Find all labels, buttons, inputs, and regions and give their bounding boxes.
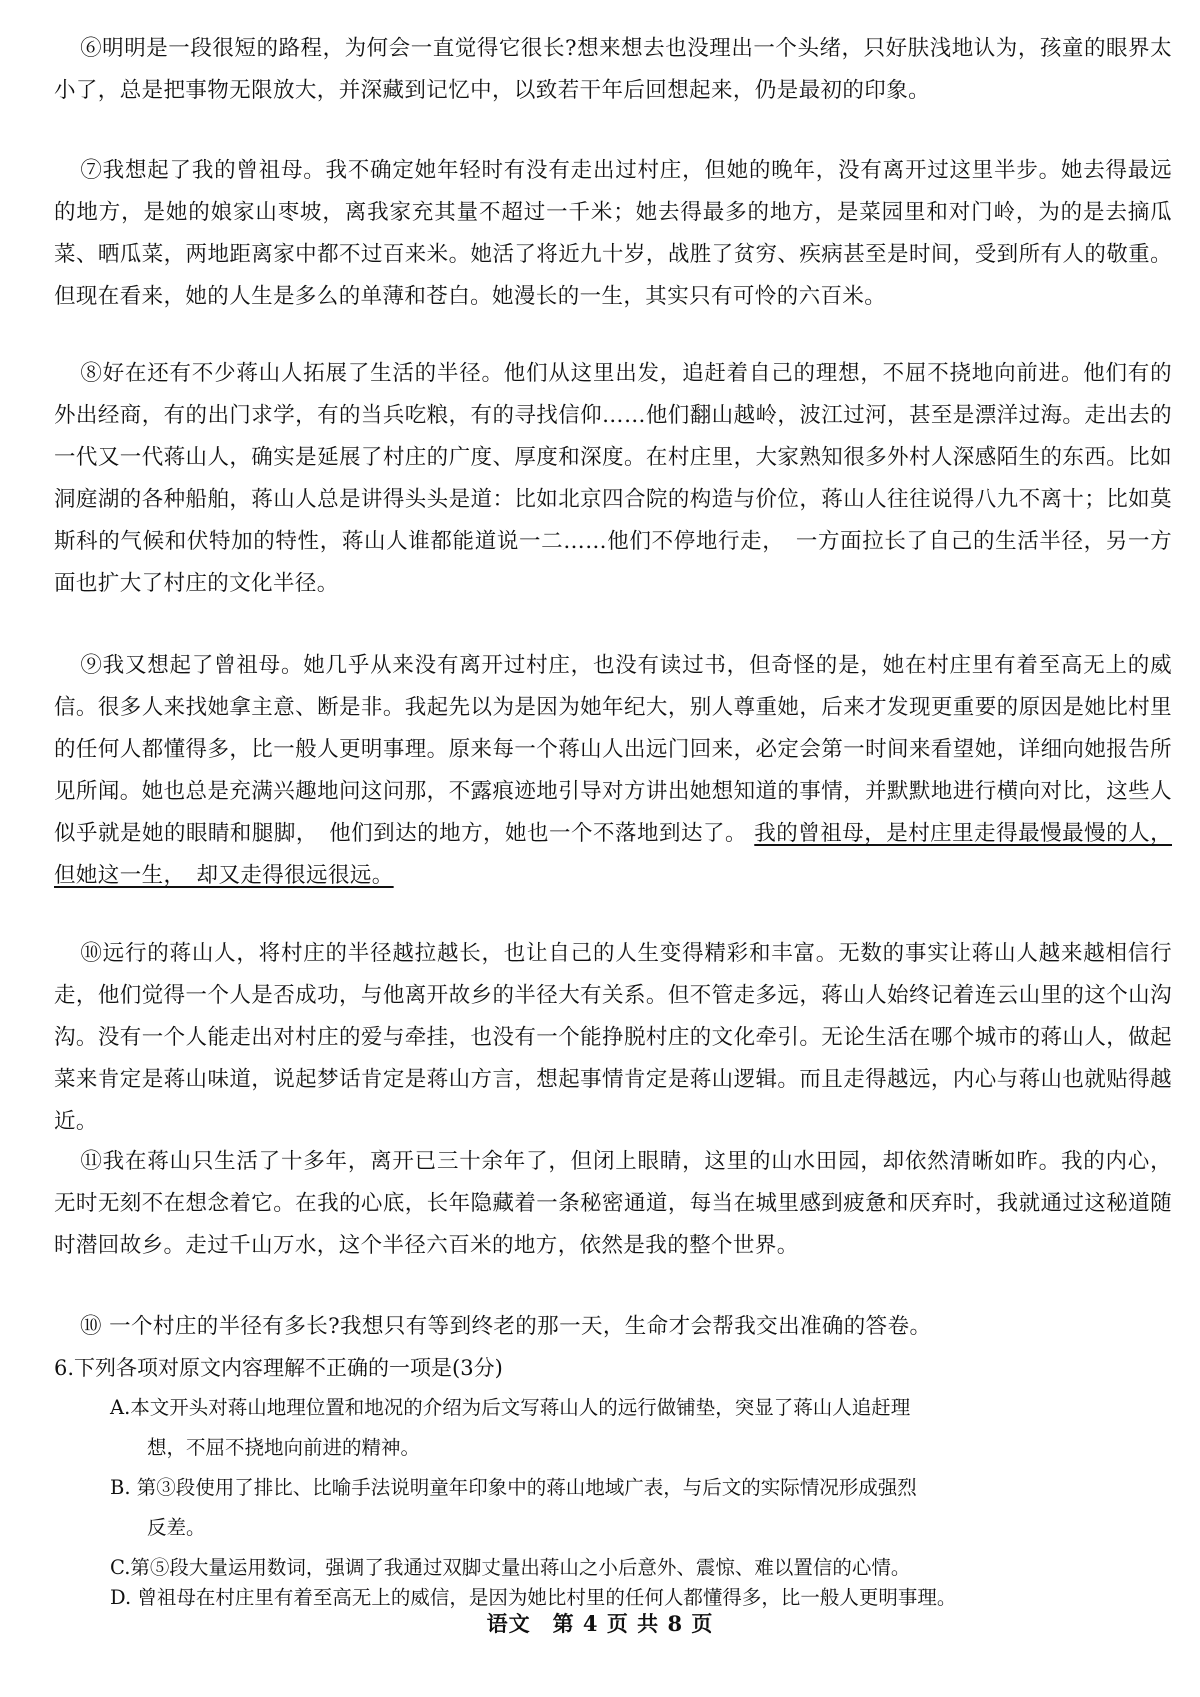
option-b (110, 1468, 1110, 1548)
paragraph-11-text: ⑪我在蒋山只生活了十多年，离开已三十余年了，但闭上眼睛，这里的山水田园，却依然清晰如昨。我的内心，无时无刻不在想念着它。在我的心底，长年隐藏着一条秘密通道，每当在城里感到疲惫和厌弃时，我就通过这秘道随时潜回故乡。走过千山万水，这个半径六百米的地方，依然是我的整个世界。 (54, 1149, 1172, 1258)
paragraph-6-text: ⑥明明是一段很短的路程，为何会一直觉得它很长?想来想去也没理出一个头绪，只好肤浅地认为，孩童的眼界太小了，总是把事物无限放大，并深藏到记忆中，以致若干年后回想起来，仍是最初的印象。 (54, 36, 1172, 103)
paragraph-7 (54, 150, 1172, 318)
option-c-line1: C.第⑤段大量运用数词，强调了我通过双脚丈量出蒋山之小后意外、震惊、难以置信的心情。 (110, 1556, 911, 1579)
option-a-line2: 想，不屈不挠地向前进的精神。 (147, 1436, 421, 1459)
option-b-line2: 反差。 (147, 1516, 206, 1539)
paragraph-12 (54, 1306, 1172, 1348)
paragraph-9-underlined-sentence: 我的曾祖母，是村庄里走得最慢最慢的人，但她这一生， 却又走得很远很远。 (54, 821, 1172, 888)
paragraph-6 (54, 28, 1172, 112)
paragraph-8 (54, 353, 1172, 605)
paragraph-10 (54, 933, 1172, 1143)
option-d-line1: D. 曾祖母在村庄里有着至高无上的威信，是因为她比村里的任何人都懂得多，比一般人更明事理。 (110, 1586, 957, 1609)
paragraph-9-text: ⑨我又想起了曾祖母。她几乎从来没有离开过村庄，也没有读过书，但奇怪的是，她在村庄里有着至高无上的威信。很多人来找她拿主意、断是非。我起先以为是因为她年纪大，别人尊重她，后来才发现更重要的原因是她比村里的任何人都懂得多，比一般人更明事理。原来每一个蒋山人出远门回来，必定会第一时间来看望她，详细向她报告所见所闻。她也总是充满兴趣地问这问那，不露痕迹地引导对方讲出她想知道的事情，并默默地进行横向对比，这些人似乎就是她的眼睛和腿脚， 他们到达的地方，她也一个不落地到达了。 (54, 653, 1172, 846)
option-b-line1: B. 第③段使用了排比、比喻手法说明童年印象中的蒋山地域广表，与后文的实际情况形成强烈 (110, 1476, 917, 1499)
option-a (110, 1388, 1110, 1468)
paragraph-11 (54, 1141, 1172, 1267)
paragraph-8-text: ⑧好在还有不少蒋山人拓展了生活的半径。他们从这里出发，追赶着自己的理想，不屈不挠地向前进。他们有的外出经商，有的出门求学，有的当兵吃粮，有的寻找信仰……他们翻山越岭，波江过河，甚至是漂洋过海。走出去的一代又一代蒋山人，确实是延展了村庄的广度、厚度和深度。在村庄里，大家熟知很多外村人深感陌生的东西。比如洞庭湖的各种船舶，蒋山人总是讲得头头是道：比如北京四合院的构造与价位，蒋山人往往说得八九不离十；比如莫斯科的气候和伏特加的特性，蒋山人谁都能道说一二……他们不停地行走， 一方面拉长了自己的生活半径，另一方面也扩大了村庄的文化半径。 (54, 361, 1172, 596)
paragraph-7-text: ⑦我想起了我的曾祖母。我不确定她年轻时有没有走出过村庄，但她的晚年，没有离开过这里半步。她去得最远的地方，是她的娘家山枣坡，离我家充其量不超过一千米；她去得最多的地方，是菜园里和对门岭，为的是去摘瓜菜、晒瓜菜，两地距离家中都不过百来米。她活了将近九十岁，战胜了贫穷、疾病甚至是时间，受到所有人的敬重。但现在看来，她的人生是多么的单薄和苍白。她漫长的一生，其实只有可怜的六百米。 (54, 158, 1172, 309)
question-6-stem: 6.下列各项对原文内容理解不正确的一项是(3分) (54, 1356, 503, 1380)
paragraph-10-text: ⑩远行的蒋山人，将村庄的半径越拉越长，也让自己的人生变得精彩和丰富。无数的事实让蒋山人越来越相信行走，他们觉得一个人是否成功，与他离开故乡的半径大有关系。但不管走多远，蒋山人始终记着连云山里的这个山沟沟。没有一个人能走出对村庄的爱与牵挂，也没有一个能挣脱村庄的文化牵引。无论生活在哪个城市的蒋山人，做起菜来肯定是蒋山味道，说起梦话肯定是蒋山方言，想起事情肯定是蒋山逻辑。而且走得越远，内心与蒋山也就贴得越近。 (54, 941, 1172, 1134)
option-a-line1: A.本文开头对蒋山地理位置和地况的介绍为后文写蒋山人的远行做铺垫，突显了蒋山人追赶理 (110, 1396, 911, 1419)
paragraph-12-text: ⑩ 一个村庄的半径有多长?我想只有等到终老的那一天，生命才会帮我交出准确的答卷。 (80, 1314, 932, 1339)
paragraph-9 (54, 645, 1172, 897)
page-footer: 语文 第 4 页 共 8 页 (486, 1611, 714, 1636)
